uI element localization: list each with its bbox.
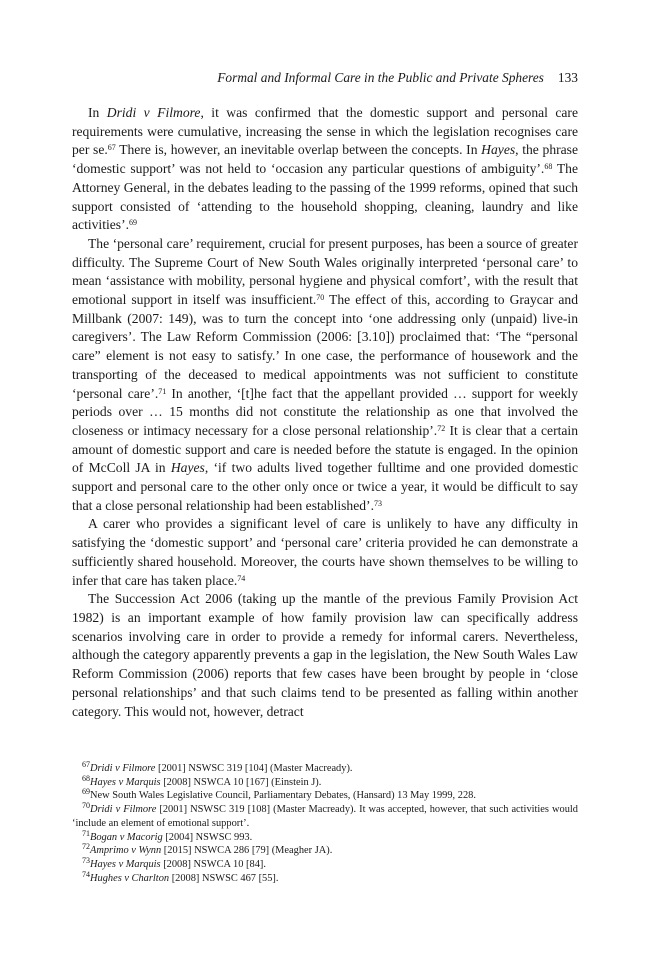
paragraph-4: The Succession Act 2006 (taking up the mantle of the previous Family Provision Act 1982) is an important example of how family provision law can specifically address scenarios involving care in order to provide a remedy for informal carers. Nevertheless, although the category apparently prevents a gap in the legislation, the New South Wales Law Reform Commission (2006) reports that few cases have been brought by people in ‘close personal relationships’ and that such claims tend to be presented as falling within another category. This would not, however, detract bbox=[72, 591, 578, 719]
footnote-ref-73[interactable]: 73 bbox=[373, 498, 382, 508]
running-header bbox=[72, 70, 578, 86]
body-text bbox=[72, 104, 578, 721]
case-name: Hayes bbox=[481, 142, 516, 158]
footnote: $^{73}$Hayes v Marquis [2008] NSWCA 10 [84]. bbox=[82, 855, 266, 870]
case-name: Hayes bbox=[170, 460, 205, 476]
footnote: $^{70}$Dridi v Filmore [2001] NSWSC 319 [108] (Master Macready). It was accepted, however, that such activities would ‘include an element of emotional support’. bbox=[72, 801, 578, 829]
page-number: 133 bbox=[557, 70, 578, 85]
footnote: $^{74}$Hughes v Charlton [2008] NSWSC 467 [55]. bbox=[82, 869, 279, 884]
footnote: $^{67}$Dridi v Filmore [2001] NSWSC 319 [104] (Master Macready). bbox=[82, 760, 353, 774]
footnote: $^{69}$New South Wales Legislative Council, Parliamentary Debates, (Hansard) 13 May 1999, 228. bbox=[82, 787, 476, 802]
paragraph-1: In Dridi v Filmore, it was confirmed that the domestic support and personal care requirements were cumulative, increasing the sense in which the legislation recognises care per se.$^{67}$ There is, however, an inevitable overlap between the concepts. In Hayes, the phrase ‘domestic support’ was not held to ‘occasion any particular questions of ambiguity’.$^{68}$ The Attorney General, in the debates leading to the passing of the 1999 reforms, opined that such support consisted of ‘attending to the household shopping, cleaning, laundry and like activities’.$^{69}$ bbox=[72, 105, 578, 233]
footnote: $^{72}$Amprimo v Wynn [2015] NSWCA 286 [79] (Meagher JA). bbox=[82, 842, 333, 857]
paragraph-2: The ‘personal care’ requirement, crucial for present purposes, has been a source of greater difficulty. The Supreme Court of New South Wales originally interpreted ‘personal care’ to mean ‘assistance with mobility, personal hygiene and physical comfort’, with the result that emotional support in itself was insufficient.$^{70}$ The effect of this, according to Graycar and Millbank (2007: 149), was to turn the concept into ‘one addressing only (unpaid) live-in caregivers’. The Law Reform Commission (2006: [3.10]) proclaimed that: ‘The “personal care” element is not easy to satisfy.’ In one case, the performance of housework and the transporting of the deceased to medical appointments was not sufficient to constitute ‘personal care’.$^{71}$ In another, ‘[t]he fact that the appellant provided … support for weekly periods over … 15 months did not constitute the relationship as one that involved the closeness or intimacy necessary for a close personal relationship’.$^{72}$ It is clear that a certain amount of domestic support and care is needed before the statute is engaged. In the opinion of McColl JA in Hayes, ‘if two adults lived together fulltime and one provided domestic support and personal care to the other only once or twice a year, it would be difficult to say that a close personal relationship had been established’.$^{73}$ bbox=[72, 235, 579, 513]
footnote: $^{71}$Bogan v Macorig [2004] NSWSC 993. bbox=[82, 828, 253, 843]
footnote-ref-68[interactable]: 68 bbox=[544, 162, 553, 172]
running-title: Formal and Informal Care in the Public and Private Spheres bbox=[217, 70, 544, 85]
footnote-ref-70[interactable]: 70 bbox=[316, 293, 325, 303]
footnote-ref-72[interactable]: 72 bbox=[437, 423, 446, 433]
footnote-ref-71[interactable]: 71 bbox=[158, 386, 167, 396]
footnote: $^{68}$Hayes v Marquis [2008] NSWCA 10 [167] (Einstein J). bbox=[82, 773, 322, 788]
footnotes bbox=[72, 762, 578, 885]
footnote-ref-69[interactable]: 69 bbox=[129, 218, 137, 228]
case-name: Dridi v Filmore bbox=[106, 105, 201, 120]
footnote-ref-67[interactable]: 67 bbox=[107, 143, 116, 153]
paragraph-3: A carer who provides a significant level of care is unlikely to have any difficulty in satisfying the ‘domestic support’ and ‘personal care’ criteria provided he can demonstrate a sufficiently shared household. Moreover, the courts have shown themselves to be willing to infer that care has taken place.$^{74}$ bbox=[72, 516, 578, 588]
footnote-ref-74[interactable]: 74 bbox=[237, 573, 246, 583]
